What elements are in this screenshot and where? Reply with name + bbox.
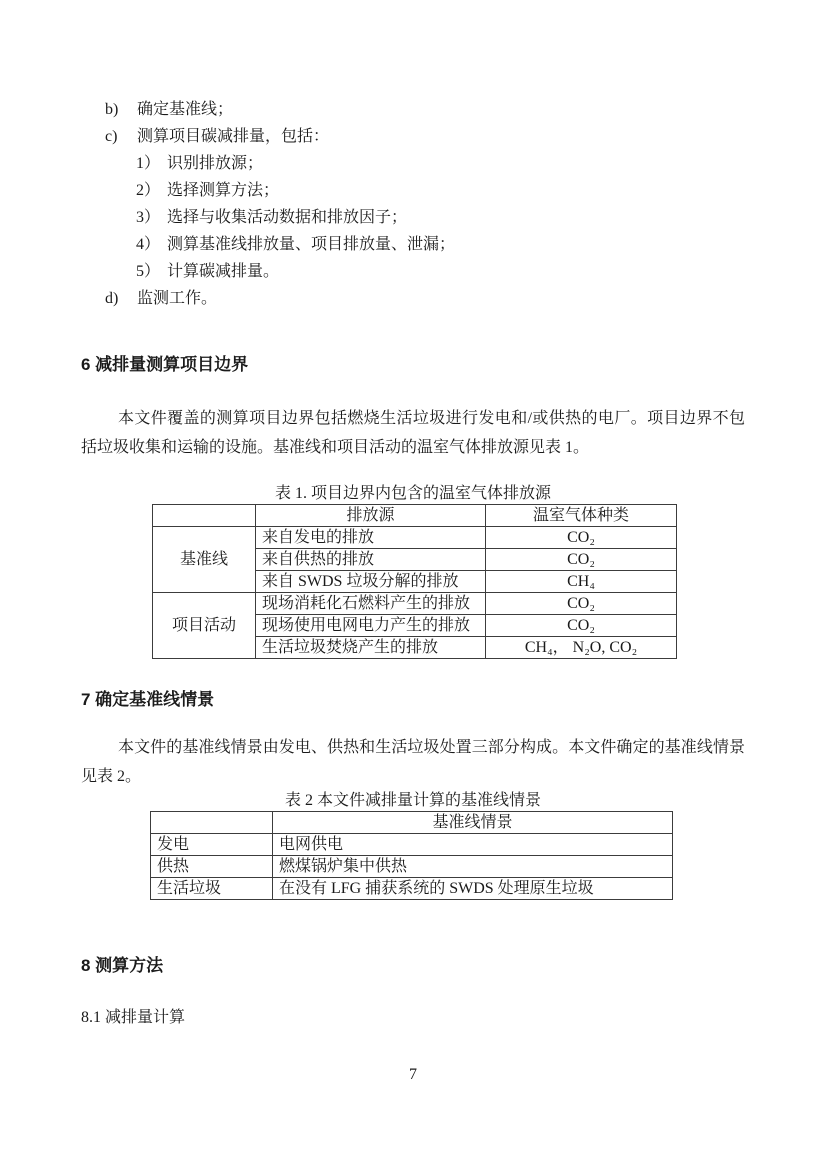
- list-item-marker: b): [105, 101, 119, 118]
- table-1-ghg-sources: [152, 504, 677, 659]
- table-row: [153, 593, 677, 615]
- list-item-marker: 2）: [136, 182, 161, 199]
- cell-source: 生活垃圾焚烧产生的排放: [256, 637, 486, 659]
- table-header-empty: [151, 812, 273, 834]
- list-item-marker: 1）: [136, 155, 161, 172]
- cell-gas: CH₄， N₂O, CO₂: [486, 637, 677, 659]
- list-item: [136, 204, 745, 231]
- table-header-gas-type: 温室气体种类: [486, 505, 677, 527]
- list-item-text: 确定基准线；: [137, 101, 234, 118]
- group-label-baseline: 基准线: [153, 527, 256, 593]
- section-7-heading: 7 确定基准线情景: [81, 690, 215, 709]
- table-row: [151, 878, 673, 900]
- cell-gas: CO₂: [486, 615, 677, 637]
- list-item: [105, 285, 745, 312]
- list-item-marker: d): [105, 290, 119, 307]
- list-item-marker: 4）: [136, 236, 161, 253]
- section-6-paragraph: 本文件覆盖的测算项目边界包括燃烧生活垃圾进行发电和/或供热的电厂。项目边界不包括垃圾收集和运输的设施。基准线和项目活动的温室气体排放源见表 1。: [81, 410, 745, 456]
- table-2-caption: 表 2 本文件减排量计算的基准线情景: [284, 792, 541, 809]
- cell-category: 生活垃圾: [151, 878, 273, 900]
- section-7-paragraph: 本文件的基准线情景由发电、供热和生活垃圾处置三部分构成。本文件确定的基准线情景见表 2。: [81, 739, 745, 785]
- table-2-baseline-scenarios: [150, 811, 673, 900]
- list-item-text: 选择与收集活动数据和排放因子；: [167, 209, 408, 226]
- table-header-empty: [153, 505, 256, 527]
- list-item-text: 识别排放源；: [167, 155, 264, 172]
- cell-scenario: 在没有 LFG 捕获系统的 SWDS 处理原生垃圾: [273, 878, 673, 900]
- section-6-heading: 6 减排量测算项目边界: [81, 355, 249, 374]
- table-row: [151, 856, 673, 878]
- list-item-marker: 5）: [136, 263, 161, 280]
- list-item-marker: 3）: [136, 209, 161, 226]
- cell-scenario: 燃煤锅炉集中供热: [273, 856, 673, 878]
- table-row: [151, 812, 673, 834]
- list-item: [136, 231, 745, 258]
- cell-gas: CO₂: [486, 549, 677, 571]
- list-item-marker: c): [105, 128, 118, 145]
- table-row: [151, 834, 673, 856]
- table-row: [153, 505, 677, 527]
- cell-source: 来自供热的排放: [256, 549, 486, 571]
- section-8-1-subheading: 8.1 减排量计算: [81, 1009, 186, 1026]
- list-item-text: 计算碳减排量。: [167, 263, 280, 280]
- list-item: [136, 150, 745, 177]
- section-8-heading: 8 测算方法: [81, 956, 164, 975]
- list-item-text: 测算基准线排放量、项目排放量、泄漏；: [167, 236, 456, 253]
- list-item-text: 监测工作。: [137, 290, 218, 307]
- table-row: [153, 527, 677, 549]
- list-item: [136, 177, 745, 204]
- cell-category: 发电: [151, 834, 273, 856]
- table-1-caption: 表 1. 项目边界内包含的温室气体排放源: [274, 485, 551, 502]
- cell-source: 现场消耗化石燃料产生的排放: [256, 593, 486, 615]
- cell-gas: CH₄: [486, 571, 677, 593]
- group-label-project-activity: 项目活动: [153, 593, 256, 659]
- page-number: 7: [409, 1066, 417, 1083]
- list-item-text: 选择测算方法；: [167, 182, 280, 199]
- cell-gas: CO₂: [486, 593, 677, 615]
- cell-gas: CO₂: [486, 527, 677, 549]
- cell-scenario: 电网供电: [273, 834, 673, 856]
- list-item: [105, 123, 745, 150]
- cell-source: 来自 SWDS 垃圾分解的排放: [256, 571, 486, 593]
- table-header-emission-source: 排放源: [256, 505, 486, 527]
- table-header-baseline-scenario: 基准线情景: [273, 812, 673, 834]
- cell-category: 供热: [151, 856, 273, 878]
- list-item: [136, 258, 745, 285]
- list-item: [105, 96, 745, 123]
- cell-source: 现场使用电网电力产生的排放: [256, 615, 486, 637]
- procedure-list: [81, 96, 745, 312]
- list-item-text: 测算项目碳减排量，包括：: [137, 128, 330, 145]
- cell-source: 来自发电的排放: [256, 527, 486, 549]
